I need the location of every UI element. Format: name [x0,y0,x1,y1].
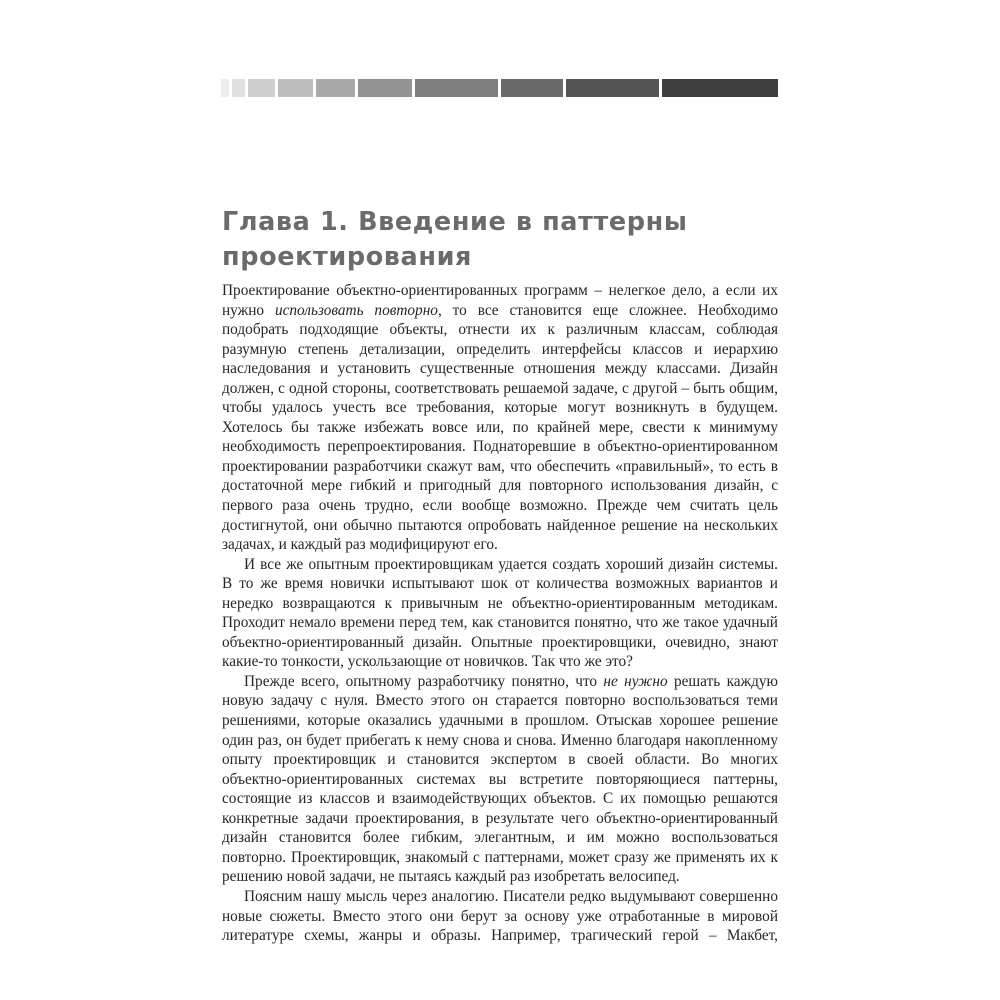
chapter-title-line-1: Глава 1. Введение в паттерны [222,207,688,237]
gradient-bar-segment [316,79,355,97]
chapter-title-line-2: проектирования [222,242,473,272]
chapter-title [222,205,782,275]
gradient-bar-segment [566,79,659,97]
paragraph-2: И все же опытным проектировщикам удается создать хороший дизайн системы. В то же время новички испытывают шок от количества возможных вариантов и нередко возвращаются к привычным не объектно-ориентированным методикам. Проходит немало времени перед тем, как становится понятно, что же такое удачный объектно-ориентированный дизайн. Опытные проектировщики, очевидно, знают какие-то тонкости, ускользающие от новичков. Так что же это? [222,555,778,671]
chapter-header-gradient-bar [221,79,778,97]
paragraph-1-emphasis: использовать повторно [274,301,438,319]
paragraph-4: Поясним нашу мысль через аналогию. Писатели редко выдумывают совершенно новые сюжеты. Вместо этого они берут за основу уже отработанные в мировой литературе схемы, жанры и образы. Например, трагический герой – Макбет, [222,887,778,945]
gradient-bar-segment [358,79,412,97]
gradient-bar-segment [278,79,313,97]
gradient-bar-segment [248,79,275,97]
paragraph-3-text-b: решать каждую новую задачу с нуля. Вместо этого он старается повторно воспользоваться теми решениями, которые оказались удачными в прошлом. Отыскав хорошее решение один раз, он будет прибегать к нему снова и снова. Именно благодаря накопленному опыту проектировщик и становится экспертом в своей области. Во многих объектно-ориентированных системах вы встретите повторяющиеся паттерны, состоящие из классов и взаимодействующих объектов. С их помощью решаются конкретные задачи проектирования, в результате чего объектно-ориентированный дизайн становится более гибким, элегантным, и им можно воспользоваться повторно. Проектировщик, знакомый с паттернами, может сразу же применять их к решению новой задачи, не пытаясь каждый раз изобретать велосипед. [222,672,778,886]
paragraph-1-text-b: , то все становится еще сложнее. Необходимо подобрать подходящие объекты, отнести их к различным классам, соблюдая разумную степень детализации, определить интерфейсы классов и иерархию наследования и установить существенные отношения между классами. Дизайн должен, с одной стороны, соответствовать решаемой задаче, с другой – быть общим, чтобы удалось учесть все требования, которые могут возникнуть в будущем. Хотелось бы также избежать вовсе или, по крайней мере, свести к минимуму необходимость перепроектирования. Поднаторевшие в объектно-ориентированном проектировании разработчики скажут вам, что обеспечить «правильный», то есть в достаточной мере гибкий и пригодный для повторного использования дизайн, с первого раза очень трудно, если вообще возможно. Прежде чем считать цель достигнутой, они обычно пытаются опробовать найденное решение на нескольких задачах, и каждый раз модифицируют его. [222,301,779,554]
gradient-bar-segment [415,79,498,97]
chapter-body [222,281,778,946]
paragraph-3-emphasis: не нужно [603,672,668,690]
paragraph-1 [222,281,778,555]
gradient-bar-segment [232,79,246,97]
paragraph-3 [222,672,778,887]
paragraph-1-text-a: Проектирование объектно-ориентированных программ – нелегкое дело, а если их нужно [222,282,778,319]
gradient-bar-segment [221,79,229,97]
paragraph-3-text-a: Прежде всего, опытному разработчику понятно, что [244,672,604,690]
gradient-bar-segment [501,79,563,97]
gradient-bar-segment [662,79,778,97]
